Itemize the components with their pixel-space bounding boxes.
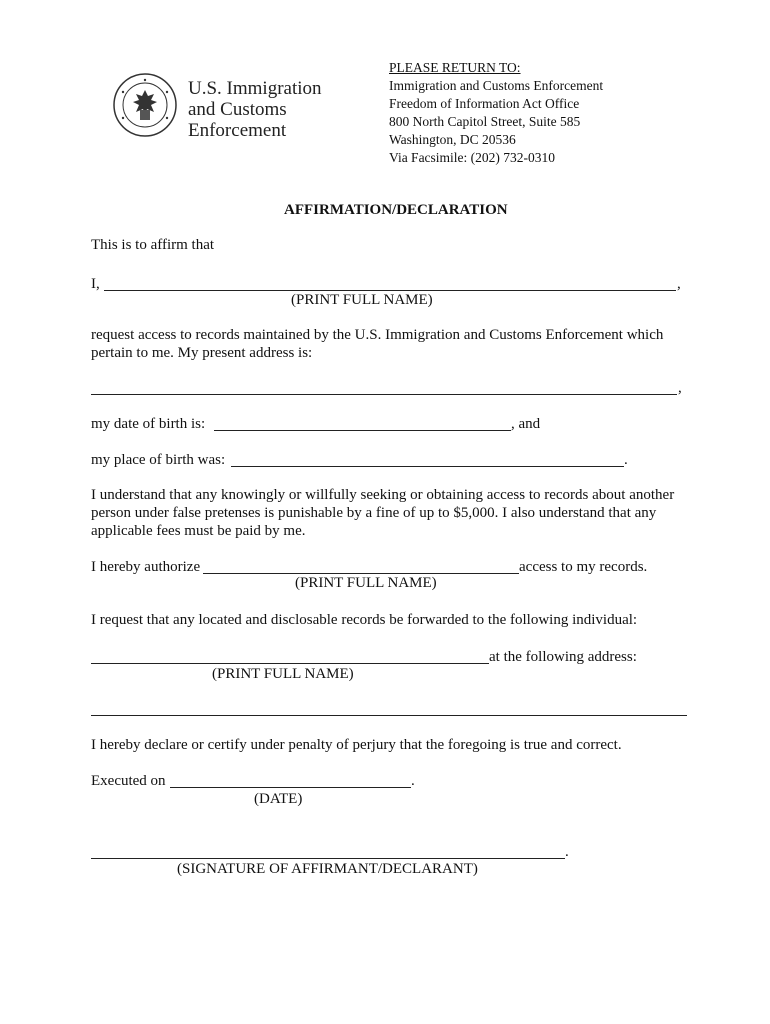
return-line: Washington, DC 20536 bbox=[389, 132, 516, 147]
return-line: Freedom of Information Act Office bbox=[389, 96, 580, 111]
request-text-line-2: pertain to me. My present address is: bbox=[91, 345, 313, 361]
present-address-field[interactable] bbox=[91, 394, 677, 395]
print-full-name-label: (PRINT FULL NAME) bbox=[291, 292, 433, 308]
return-line: Immigration and Customs Enforcement bbox=[389, 78, 604, 93]
pob-label: my place of birth was: bbox=[91, 452, 226, 468]
signature-field[interactable] bbox=[91, 858, 565, 859]
period: . bbox=[411, 773, 415, 789]
return-heading: PLEASE RETURN TO: bbox=[389, 60, 521, 75]
authorize-suffix: access to my records. bbox=[519, 559, 648, 575]
date-label: (DATE) bbox=[254, 791, 303, 807]
page-title: AFFIRMATION/DECLARATION bbox=[284, 202, 508, 218]
recipient-name-field[interactable] bbox=[91, 663, 489, 664]
date-of-birth-field[interactable] bbox=[214, 430, 511, 431]
signature-label: (SIGNATURE OF AFFIRMANT/DECLARANT) bbox=[177, 861, 478, 877]
declare-text: I hereby declare or certify under penalty of perjury that the foregoing is true and correct. bbox=[91, 737, 622, 753]
executed-label: Executed on bbox=[91, 773, 166, 789]
intro-text: This is to affirm that bbox=[91, 237, 215, 253]
dob-label: my date of birth is: bbox=[91, 416, 206, 432]
agency-logo-text bbox=[188, 78, 322, 141]
authorize-label: I hereby authorize bbox=[91, 559, 201, 575]
recipient-address-field[interactable] bbox=[91, 715, 687, 716]
understand-line-1: I understand that any knowingly or willfully seeking or obtaining access to records about another bbox=[91, 487, 675, 503]
place-of-birth-field[interactable] bbox=[231, 466, 624, 467]
comma: , bbox=[677, 276, 681, 292]
period: . bbox=[624, 452, 628, 468]
full-name-field[interactable] bbox=[104, 290, 676, 291]
comma: , bbox=[678, 380, 682, 396]
logo-line-2: and Customs bbox=[188, 99, 287, 120]
understand-line-3: applicable fees must be paid by me. bbox=[91, 523, 306, 539]
return-address bbox=[389, 59, 603, 167]
print-full-name-label: (PRINT FULL NAME) bbox=[212, 666, 354, 682]
execution-date-field[interactable] bbox=[170, 787, 411, 788]
return-line: 800 North Capitol Street, Suite 585 bbox=[389, 114, 581, 129]
logo-line-3: Enforcement bbox=[188, 120, 287, 141]
print-full-name-label: (PRINT FULL NAME) bbox=[295, 575, 437, 591]
name-prefix: I, bbox=[91, 276, 100, 292]
period: . bbox=[565, 844, 569, 860]
dhs-seal-icon bbox=[112, 72, 178, 138]
request-text-line-1: request access to records maintained by the U.S. Immigration and Customs Enforcement which bbox=[91, 327, 664, 343]
dob-suffix: , and bbox=[511, 416, 541, 432]
following-address-label: at the following address: bbox=[489, 649, 637, 665]
logo-line-1: U.S. Immigration bbox=[188, 78, 322, 99]
authorized-name-field[interactable] bbox=[203, 573, 519, 574]
forward-text: I request that any located and disclosable records be forwarded to the following individual: bbox=[91, 612, 638, 628]
return-line: Via Facsimile: (202) 732-0310 bbox=[389, 150, 556, 165]
understand-line-2: person under false pretenses is punishable by a fine of up to $5,000. I also understand that any bbox=[91, 505, 657, 521]
